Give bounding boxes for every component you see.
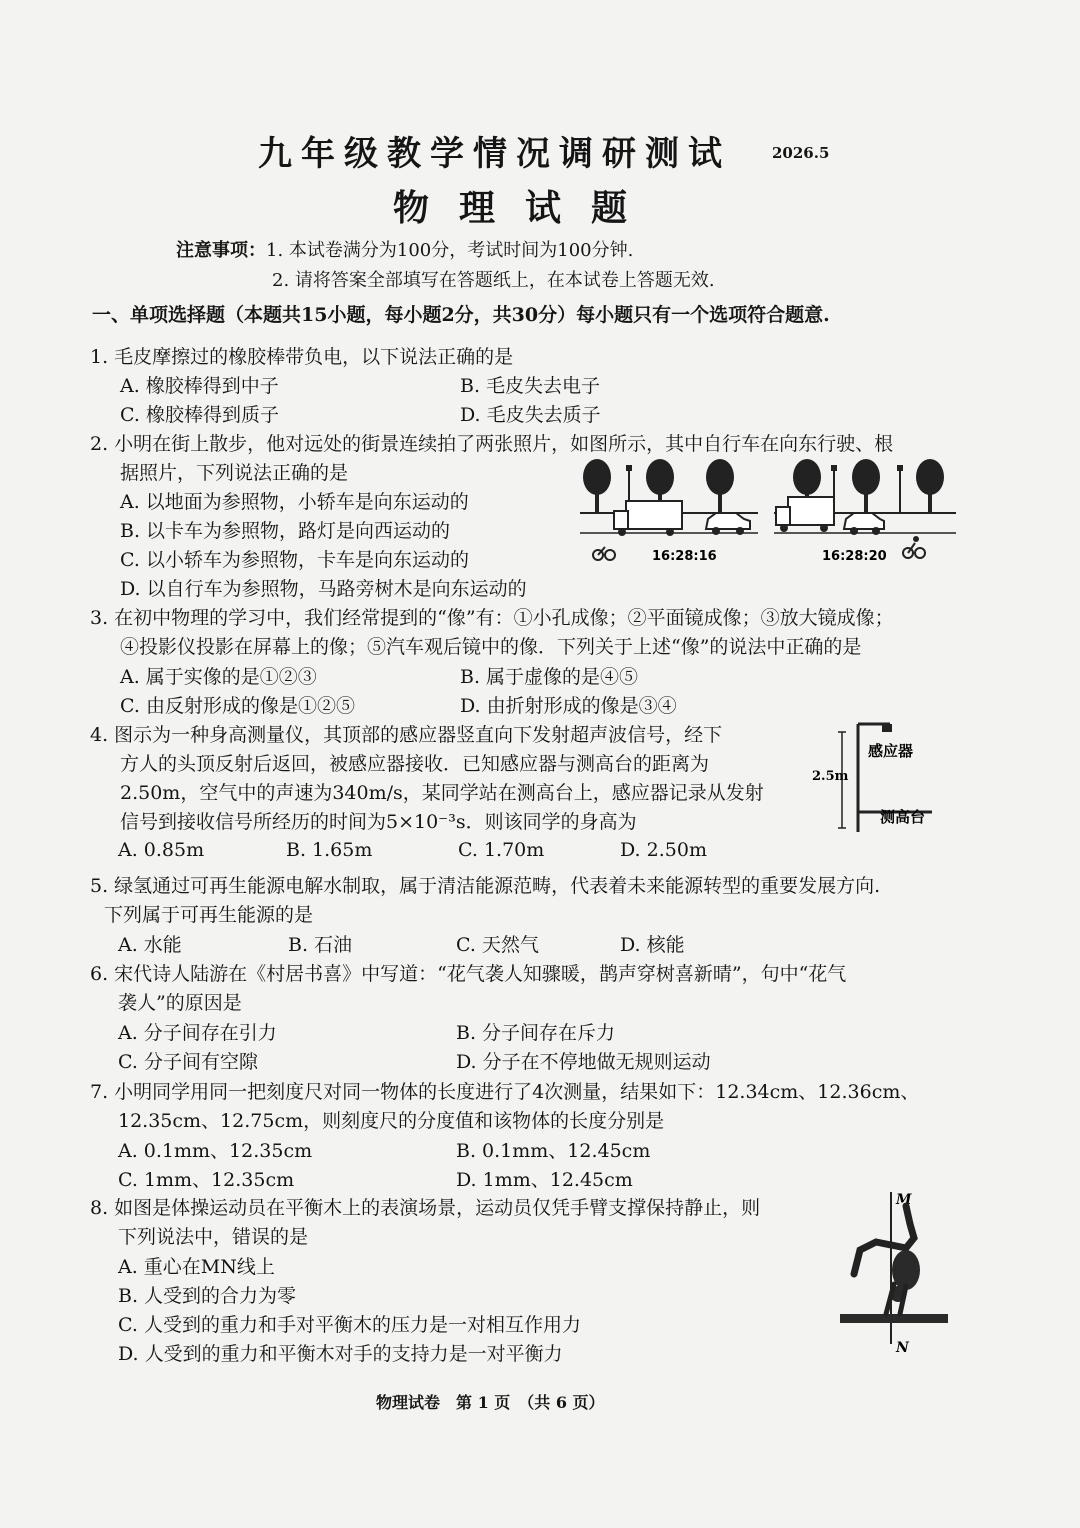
q5-option-d: D. 核能 bbox=[620, 934, 685, 956]
point-n-label: N bbox=[896, 1340, 909, 1356]
height-label: 2.5m bbox=[812, 769, 849, 784]
q1-option-a: A. 橡胶棒得到中子 bbox=[120, 375, 279, 397]
q6-stem-2: 袭人”的原因是 bbox=[118, 992, 242, 1014]
q5-option-a: A. 水能 bbox=[118, 934, 182, 956]
notice-item-1: 1. 本试卷满分为100分，考试时间为100分钟. bbox=[266, 240, 634, 261]
q2-option-d: D. 以自行车为参照物，马路旁树木是向东运动的 bbox=[120, 578, 527, 600]
q4-stem-1: 4. 图示为一种身高测量仪，其顶部的感应器竖直向下发射超声波信号，经下 bbox=[90, 724, 723, 746]
q4-stem-2: 方人的头顶反射后返回，被感应器接收．已知感应器与测高台的距离为 bbox=[120, 753, 710, 775]
car-icon bbox=[844, 513, 884, 535]
q7-stem-1: 7. 小明同学用同一把刻度尺对同一物体的长度进行了4次测量，结果如下：12.34cm、12.36cm、 bbox=[90, 1081, 920, 1103]
q8-option-c: C. 人受到的重力和手对平衡木的压力是一对相互作用力 bbox=[118, 1314, 581, 1336]
bicycle-icon bbox=[903, 536, 925, 558]
platform-label: 测高台 bbox=[880, 808, 926, 826]
q8-option-d: D. 人受到的重力和平衡木对手的支持力是一对平衡力 bbox=[118, 1343, 563, 1365]
sensor-icon bbox=[882, 724, 892, 732]
q3-stem-2: ④投影仪投影在屏幕上的像；⑤汽车观后镜中的像．下列关于上述“像”的说法中正确的是 bbox=[120, 636, 862, 658]
photo-2-time: 16:28:20 bbox=[822, 549, 887, 564]
point-m-label: M bbox=[896, 1192, 912, 1208]
q7-option-a: A. 0.1mm、12.35cm bbox=[118, 1140, 313, 1162]
q6-option-d: D. 分子在不停地做无规则运动 bbox=[456, 1051, 711, 1073]
q2-option-c: C. 以小轿车为参照物，卡车是向东运动的 bbox=[120, 549, 469, 571]
section-heading: 一、单项选择题（本题共15小题，每小题2分，共30分）每小题只有一个选项符合题意. bbox=[92, 304, 830, 326]
q4-option-d: D. 2.50m bbox=[620, 839, 707, 861]
page-footer: 物理试卷 第 1 页 （共 6 页） bbox=[376, 1393, 605, 1412]
exam-date: 2026.5 bbox=[772, 144, 830, 162]
notice-label: 注意事项： bbox=[176, 240, 266, 261]
bicycle-icon bbox=[593, 547, 615, 560]
q6-stem-1: 6. 宋代诗人陆游在《村居书喜》中写道：“花气袭人知骤暖，鹊声穿树喜新晴”，句中“花气 bbox=[90, 963, 847, 985]
q7-option-d: D. 1mm、12.45cm bbox=[456, 1169, 633, 1191]
q8-option-a: A. 重心在MN线上 bbox=[118, 1256, 275, 1278]
q2-stem-1: 2. 小明在街上散步，他对远处的街景连续拍了两张照片，如图所示，其中自行车在向东行驶、根 bbox=[90, 433, 894, 455]
street-lamp-icon bbox=[897, 465, 903, 513]
photo-2 bbox=[774, 459, 956, 564]
tree-icon bbox=[706, 459, 734, 513]
street-photos-figure bbox=[578, 455, 958, 567]
q2-option-b: B. 以卡车为参照物，路灯是向西运动的 bbox=[120, 520, 451, 542]
q7-option-b: B. 0.1mm、12.45cm bbox=[456, 1140, 651, 1162]
q4-option-a: A. 0.85m bbox=[118, 839, 205, 861]
tree-icon bbox=[852, 459, 880, 513]
q3-option-c: C. 由反射形成的像是①②⑤ bbox=[120, 695, 355, 717]
q5-stem-1: 5. 绿氢通过可再生能源电解水制取，属于清洁能源范畴，代表着未来能源转型的重要发展方向. bbox=[90, 875, 881, 897]
q8-stem-2: 下列说法中，错误的是 bbox=[118, 1226, 309, 1248]
q4-option-c: C. 1.70m bbox=[458, 839, 545, 861]
subject-title: 物理试题 bbox=[393, 187, 658, 229]
truck-icon bbox=[614, 501, 682, 536]
q4-stem-4: 信号到接收信号所经历的时间为5×10⁻³s．则该同学的身高为 bbox=[120, 811, 637, 833]
q6-option-c: C. 分子间有空隙 bbox=[118, 1051, 258, 1073]
tree-icon bbox=[916, 459, 944, 513]
q5-option-c: C. 天然气 bbox=[456, 934, 539, 956]
q3-option-d: D. 由折射形成的像是③④ bbox=[460, 695, 677, 717]
photo-1 bbox=[580, 459, 758, 564]
q5-stem-2: 下列属于可再生能源的是 bbox=[104, 904, 314, 926]
q3-stem-1: 3. 在初中物理的学习中，我们经常提到的“像”有：①小孔成像；②平面镜成像；③放大镜成像； bbox=[90, 607, 894, 629]
q1-option-b: B. 毛皮失去电子 bbox=[460, 375, 601, 397]
q4-option-b: B. 1.65m bbox=[286, 839, 373, 861]
q2-stem-2: 据照片，下列说法正确的是 bbox=[120, 462, 349, 484]
q3-option-a: A. 属于实像的是①②③ bbox=[120, 666, 317, 688]
q2-option-a: A. 以地面为参照物，小轿车是向东运动的 bbox=[120, 491, 469, 513]
q7-stem-2: 12.35cm、12.75cm，则刻度尺的分度值和该物体的长度分别是 bbox=[118, 1110, 665, 1132]
sensor-label: 感应器 bbox=[868, 742, 914, 760]
q4-stem-3: 2.50m，空气中的声速为340m/s，某同学站在测高台上，感应器记录从发射 bbox=[120, 782, 764, 804]
gymnast-icon bbox=[854, 1206, 920, 1314]
q6-option-a: A. 分子间存在引力 bbox=[118, 1022, 277, 1044]
notice-item-2: 2. 请将答案全部填写在答题纸上，在本试卷上答题无效. bbox=[272, 270, 715, 291]
gymnast-figure bbox=[836, 1188, 956, 1356]
q1-stem: 1. 毛皮摩擦过的橡胶棒带负电，以下说法正确的是 bbox=[90, 346, 514, 368]
q7-option-c: C. 1mm、12.35cm bbox=[118, 1169, 295, 1191]
q1-option-c: C. 橡胶棒得到质子 bbox=[120, 404, 279, 426]
q1-option-d: D. 毛皮失去质子 bbox=[460, 404, 601, 426]
exam-title: 九年级教学情况调研测试 bbox=[258, 134, 731, 174]
q3-option-b: B. 属于虚像的是④⑤ bbox=[460, 666, 639, 688]
q6-option-b: B. 分子间存在斥力 bbox=[456, 1022, 616, 1044]
notice-line-1 bbox=[176, 236, 633, 262]
truck-icon bbox=[776, 497, 834, 532]
car-icon bbox=[706, 513, 750, 535]
q5-option-b: B. 石油 bbox=[288, 934, 353, 956]
photo-1-time: 16:28:16 bbox=[652, 549, 717, 564]
balance-beam bbox=[840, 1314, 948, 1323]
q8-stem-1: 8. 如图是体操运动员在平衡木上的表演场景，运动员仅凭手臂支撑保持静止，则 bbox=[90, 1197, 761, 1219]
q8-option-b: B. 人受到的合力为零 bbox=[118, 1285, 297, 1307]
height-meter-figure bbox=[812, 720, 942, 838]
tree-icon bbox=[583, 459, 611, 513]
